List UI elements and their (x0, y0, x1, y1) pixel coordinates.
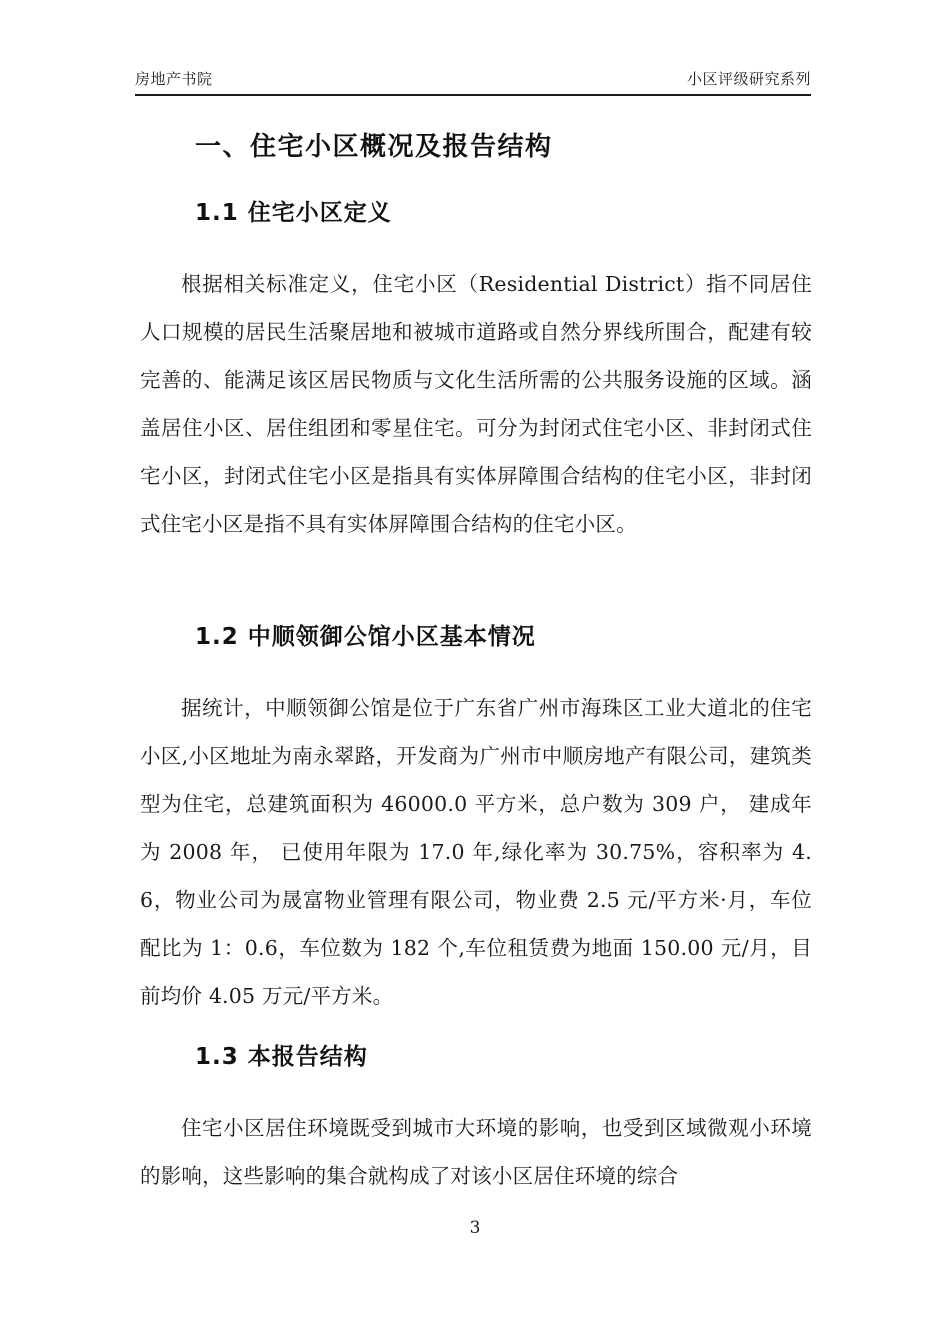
section-body-block-1-3 (140, 1104, 812, 1200)
running-header (135, 68, 811, 96)
section-title-1-2: 1.2 中顺领御公馆小区基本情况 (195, 624, 536, 650)
section-title-1-3: 1.3 本报告结构 (195, 1044, 368, 1070)
section-heading-block-1-1 (140, 200, 812, 228)
header-left-text: 房地产书院 (135, 70, 213, 88)
section-paragraph-1-3: 住宅小区居住环境既受到城市大环境的影响，也受到区域微观小环境的影响，这些影响的集合就构成了对该小区居住环境的综合 (140, 1116, 812, 1188)
section-heading-block-1-3 (140, 1044, 812, 1072)
chapter-heading-block (140, 132, 812, 163)
header-right-text: 小区评级研究系列 (686, 70, 811, 88)
section-title-1-1: 1.1 住宅小区定义 (195, 200, 392, 226)
section-body-block-1-2 (140, 684, 812, 1020)
section-body-block-1-1 (140, 260, 812, 548)
section-paragraph-1-2: 据统计，中顺领御公馆是位于广东省广州市海珠区工业大道北的住宅小区,小区地址为南永翠路，开发商为广州市中顺房地产有限公司，建筑类型为住宅，总建筑面积为 46000.0 平方米，总户数为 309 户， 建成年为 2008 年， 已使用年限为 17.0 年,绿化率为 30.75%，容积率为 4.6，物业公司为晟富物业管理有限公司，物业费 2.5 元/平方米·月，车位配比为 1：0.6，车位数为 182 个,车位租赁费为地面 150.00 元/月，目前均价 4.05 万元/平方米。 (140, 696, 812, 1008)
section-heading-block-1-2 (140, 624, 812, 652)
chapter-title: 一、住宅小区概况及报告结构 (195, 132, 553, 162)
page-number: 3 (469, 1218, 481, 1238)
section-paragraph-1-1: 根据相关标准定义，住宅小区（Residential District）指不同居住人口规模的居民生活聚居地和被城市道路或自然分界线所围合，配建有较完善的、能满足该区居民物质与文化生活所需的公共服务设施的区域。涵盖居住小区、居住组团和零星住宅。可分为封闭式住宅小区、非封闭式住宅小区，封闭式住宅小区是指具有实体屏障围合结构的住宅小区，非封闭式住宅小区是指不具有实体屏障围合结构的住宅小区。 (140, 272, 812, 536)
